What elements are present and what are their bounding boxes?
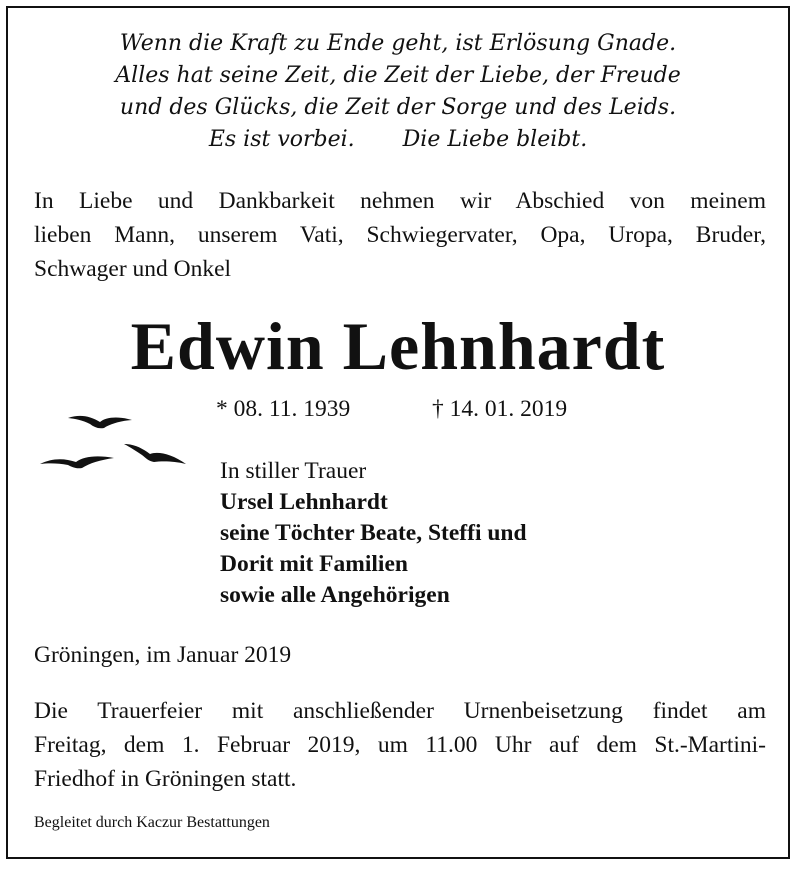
funeral-home-credit: Begleitet durch Kaczur Bestattungen — [34, 814, 270, 831]
mourner-line: seine Töchter Beate, Steffi und — [220, 520, 527, 546]
poem-phrase: Es ist vorbei. — [208, 127, 355, 152]
deceased-name: Edwin Lehnhardt — [130, 308, 666, 384]
poem-line: Alles hat seine Zeit, die Zeit der Liebe, der Freude — [115, 63, 681, 88]
birth-date: * 08. 11. 1939 — [216, 396, 351, 422]
mourner-line: sowie alle Angehörigen — [220, 582, 450, 608]
funeral-service-info — [34, 694, 766, 796]
poem-line: und des Glücks, die Zeit der Sorge und des Leids. — [119, 95, 677, 120]
service-line: Friedhof in Gröningen statt. — [34, 766, 297, 792]
intro-line: In Liebe und Dankbarkeit nehmen wir Abschied von meinem — [34, 188, 766, 214]
death-date: † 14. 01. 2019 — [432, 396, 568, 422]
mourner-line: Ursel Lehnhardt — [220, 489, 388, 515]
service-line: Die Trauerfeier mit anschließender Urnenbeisetzung findet am — [34, 698, 766, 724]
farewell-intro — [34, 184, 766, 286]
obituary-notice — [6, 6, 790, 859]
mourners-block — [220, 456, 527, 611]
poem-line — [8, 124, 788, 156]
poem-line: Wenn die Kraft zu Ende geht, ist Erlösung Gnade. — [119, 31, 677, 56]
memorial-poem — [8, 28, 788, 156]
intro-line: lieben Mann, unserem Vati, Schwiegervater, Opa, Uropa, Bruder, — [34, 222, 766, 248]
mourners-intro: In stiller Trauer — [220, 458, 367, 484]
place-date: Gröningen, im Januar 2019 — [34, 642, 292, 668]
poem-phrase: Die Liebe bleibt. — [402, 127, 588, 152]
birds-icon — [36, 406, 196, 476]
mourner-line: Dorit mit Familien — [220, 551, 408, 577]
service-line: Freitag, dem 1. Februar 2019, um 11.00 Uhr auf dem St.-Martini- — [34, 732, 766, 758]
intro-line: Schwager und Onkel — [34, 256, 232, 282]
